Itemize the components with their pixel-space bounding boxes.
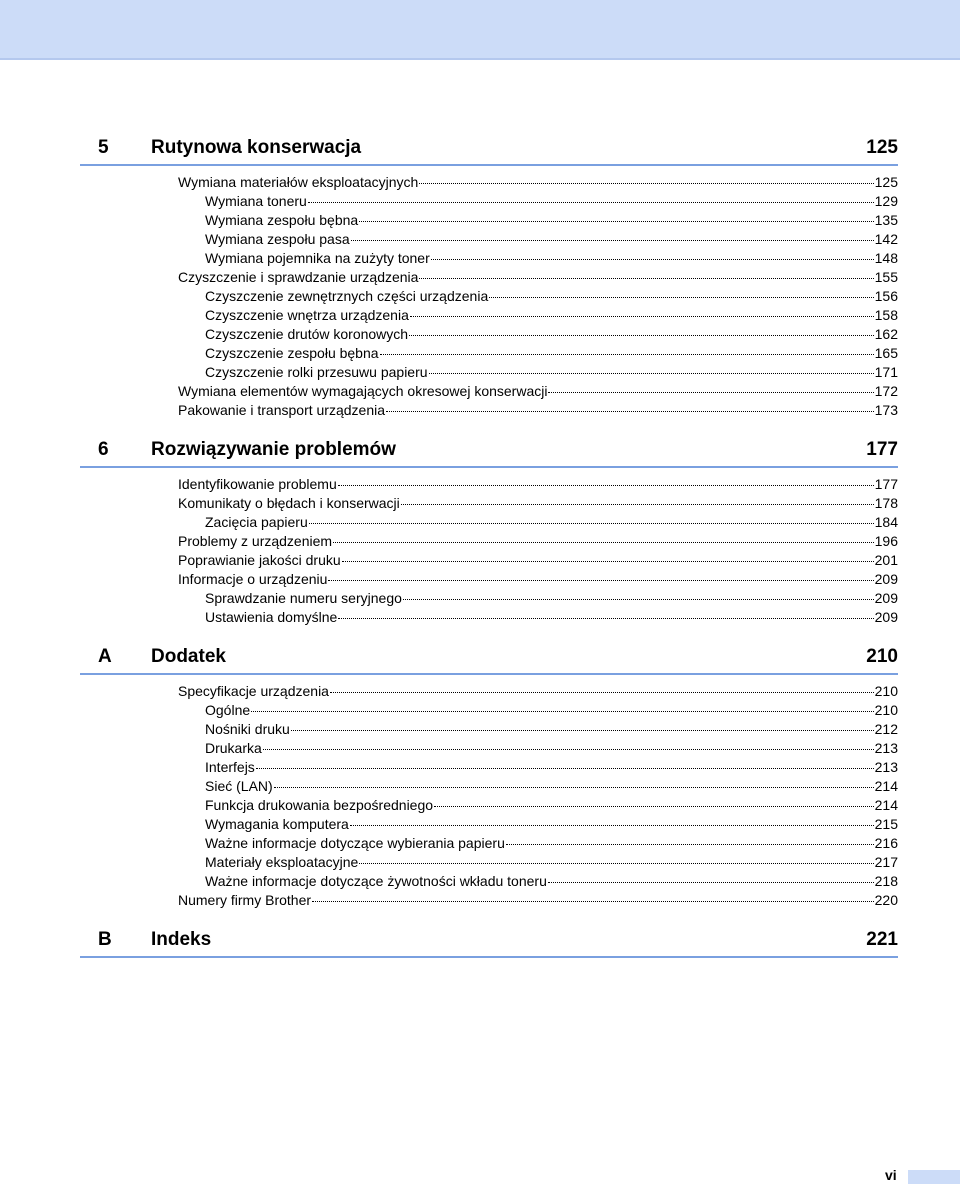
toc-entry[interactable] <box>80 269 898 288</box>
toc-entry-list <box>80 166 898 421</box>
toc-entry-label: Drukarka <box>205 740 262 756</box>
toc-entry[interactable] <box>80 345 898 364</box>
toc-entry-label: Wymagania komputera <box>205 816 349 832</box>
dot-leader <box>548 392 873 393</box>
toc-entry-label: Czyszczenie i sprawdzanie urządzenia <box>178 269 419 285</box>
dot-leader <box>489 297 873 298</box>
toc-entry[interactable] <box>80 402 898 421</box>
toc-entry-page: 209 <box>874 571 898 587</box>
dot-leader <box>308 202 874 203</box>
dot-leader <box>410 316 874 317</box>
toc-entry[interactable] <box>80 212 898 231</box>
toc-chapter <box>80 434 898 628</box>
toc-entry-label: Czyszczenie zewnętrznych części urządzenia <box>205 288 489 304</box>
dot-leader <box>359 221 873 222</box>
toc-entry-label: Informacje o urządzeniu <box>178 571 328 587</box>
toc-entry[interactable] <box>80 702 898 721</box>
toc-entry-page: 155 <box>874 269 898 285</box>
toc-entry[interactable] <box>80 835 898 854</box>
toc-entry-page: 209 <box>874 609 898 625</box>
toc-entry[interactable] <box>80 174 898 193</box>
dot-leader <box>409 335 874 336</box>
dot-leader <box>291 730 874 731</box>
toc-entry[interactable] <box>80 797 898 816</box>
dot-leader <box>263 749 874 750</box>
chapter-number: 5 <box>98 137 109 158</box>
toc-entry-page: 220 <box>874 892 898 908</box>
chapter-title: Dodatek <box>151 646 226 667</box>
toc-entry-page: 125 <box>874 174 898 190</box>
dot-leader <box>401 504 874 505</box>
toc-entry[interactable] <box>80 231 898 250</box>
dot-leader <box>330 692 874 693</box>
toc-entry-label: Poprawianie jakości druku <box>178 552 341 568</box>
dot-leader <box>380 354 874 355</box>
toc-entry[interactable] <box>80 609 898 628</box>
dot-leader <box>256 768 874 769</box>
toc-entry-page: 171 <box>874 364 898 380</box>
chapter-number: B <box>98 929 112 950</box>
toc-entry-label: Pakowanie i transport urządzenia <box>178 402 386 418</box>
toc-entry-label: Wymiana elementów wymagających okresowej konserwacji <box>178 383 548 399</box>
toc-entry-page: 156 <box>874 288 898 304</box>
toc-entry[interactable] <box>80 571 898 590</box>
toc-entry[interactable] <box>80 778 898 797</box>
dot-leader <box>251 711 873 712</box>
toc-entry-page: 173 <box>874 402 898 418</box>
toc-entry-page: 215 <box>874 816 898 832</box>
toc-entry-label: Wymiana zespołu pasa <box>205 231 350 247</box>
toc-chapter <box>80 924 898 958</box>
toc-entry[interactable] <box>80 816 898 835</box>
dot-leader <box>350 825 874 826</box>
toc-entry-label: Czyszczenie drutów koronowych <box>205 326 409 342</box>
toc-entry-list <box>80 468 898 628</box>
toc-entry-page: 214 <box>874 797 898 813</box>
toc-entry-label: Interfejs <box>205 759 255 775</box>
toc-entry[interactable] <box>80 740 898 759</box>
toc-entry-page: 216 <box>874 835 898 851</box>
toc-entry-page: 210 <box>874 683 898 699</box>
toc-entry[interactable] <box>80 364 898 383</box>
dot-leader <box>274 787 874 788</box>
toc-entry[interactable] <box>80 533 898 552</box>
toc-entry[interactable] <box>80 495 898 514</box>
toc-entry[interactable] <box>80 759 898 778</box>
toc-entry-label: Ogólne <box>205 702 251 718</box>
table-of-contents <box>80 132 898 971</box>
toc-entry[interactable] <box>80 476 898 495</box>
dot-leader <box>338 485 874 486</box>
toc-entry[interactable] <box>80 307 898 326</box>
dot-leader <box>351 240 874 241</box>
toc-entry-label: Numery firmy Brother <box>178 892 312 908</box>
toc-entry-page: 165 <box>874 345 898 361</box>
toc-entry[interactable] <box>80 854 898 873</box>
toc-entry-label: Czyszczenie rolki przesuwu papieru <box>205 364 428 380</box>
toc-entry-page: 158 <box>874 307 898 323</box>
footer-band <box>908 1170 960 1184</box>
chapter-heading[interactable] <box>80 132 898 166</box>
page-number: vi <box>885 1167 897 1183</box>
toc-entry-page: 213 <box>874 740 898 756</box>
dot-leader <box>333 542 874 543</box>
toc-entry-page: 214 <box>874 778 898 794</box>
toc-entry-label: Czyszczenie zespołu bębna <box>205 345 379 361</box>
chapter-title: Rozwiązywanie problemów <box>151 439 396 460</box>
toc-entry-label: Ważne informacje dotyczące wybierania papieru <box>205 835 505 851</box>
dot-leader <box>342 561 874 562</box>
toc-entry-page: 196 <box>874 533 898 549</box>
dot-leader <box>419 278 873 279</box>
toc-entry[interactable] <box>80 721 898 740</box>
dot-leader <box>429 373 874 374</box>
toc-entry[interactable] <box>80 552 898 571</box>
toc-entry-page: 217 <box>874 854 898 870</box>
header-band <box>0 0 960 60</box>
chapter-title: Indeks <box>151 929 212 950</box>
toc-entry-label: Ważne informacje dotyczące żywotności wkładu toneru <box>205 873 547 889</box>
dot-leader <box>419 183 873 184</box>
toc-entry-page: 148 <box>874 250 898 266</box>
chapter-title: Rutynowa konserwacja <box>151 137 362 158</box>
dot-leader <box>309 523 874 524</box>
toc-entry[interactable] <box>80 250 898 269</box>
toc-entry-label: Sieć (LAN) <box>205 778 273 794</box>
chapter-number: A <box>98 646 112 667</box>
toc-entry-label: Problemy z urządzeniem <box>178 533 333 549</box>
toc-entry[interactable] <box>80 193 898 212</box>
toc-entry-list <box>80 675 898 911</box>
toc-entry-page: 162 <box>874 326 898 342</box>
toc-entry[interactable] <box>80 683 898 702</box>
toc-entry-page: 184 <box>874 514 898 530</box>
toc-entry-label: Ustawienia domyślne <box>205 609 338 625</box>
toc-entry-label: Sprawdzanie numeru seryjnego <box>205 590 402 606</box>
toc-entry-label: Nośniki druku <box>205 721 290 737</box>
chapter-page-number: 210 <box>866 646 898 667</box>
toc-entry-page: 135 <box>874 212 898 228</box>
toc-chapter <box>80 641 898 911</box>
dot-leader <box>328 580 873 581</box>
dot-leader <box>431 259 874 260</box>
toc-entry-page: 212 <box>874 721 898 737</box>
toc-chapter <box>80 132 898 421</box>
toc-entry-label: Wymiana pojemnika na zużyty toner <box>205 250 430 266</box>
toc-entry-page: 218 <box>874 873 898 889</box>
chapter-page-number: 177 <box>866 439 898 460</box>
dot-leader <box>403 599 874 600</box>
chapter-number: 6 <box>98 439 109 460</box>
chapter-heading[interactable] <box>80 924 898 958</box>
toc-entry-page: 172 <box>874 383 898 399</box>
toc-entry[interactable] <box>80 873 898 892</box>
toc-entry-page: 213 <box>874 759 898 775</box>
chapter-page-number: 221 <box>866 929 898 950</box>
dot-leader <box>434 806 874 807</box>
toc-entry-page: 178 <box>874 495 898 511</box>
chapter-page-number: 125 <box>866 137 898 158</box>
dot-leader <box>386 411 874 412</box>
toc-entry-label: Komunikaty o błędach i konserwacji <box>178 495 400 511</box>
toc-entry-page: 201 <box>874 552 898 568</box>
toc-entry[interactable] <box>80 288 898 307</box>
dot-leader <box>312 901 874 902</box>
toc-entry-label: Czyszczenie wnętrza urządzenia <box>205 307 409 323</box>
toc-entry-label: Zacięcia papieru <box>205 514 308 530</box>
toc-entry[interactable] <box>80 326 898 345</box>
toc-entry-page: 177 <box>874 476 898 492</box>
toc-entry[interactable] <box>80 514 898 533</box>
dot-leader <box>338 618 873 619</box>
dot-leader <box>359 863 873 864</box>
toc-entry-page: 129 <box>874 193 898 209</box>
toc-entry-label: Materiały eksploatacyjne <box>205 854 359 870</box>
toc-entry-page: 210 <box>874 702 898 718</box>
toc-entry-label: Funkcja drukowania bezpośredniego <box>205 797 434 813</box>
toc-entry-label: Wymiana materiałów eksploatacyjnych <box>178 174 419 190</box>
toc-entry-label: Wymiana zespołu bębna <box>205 212 359 228</box>
toc-entry[interactable] <box>80 383 898 402</box>
chapter-heading[interactable] <box>80 434 898 468</box>
toc-entry-label: Specyfikacje urządzenia <box>178 683 329 699</box>
dot-leader <box>506 844 874 845</box>
toc-entry-label: Identyfikowanie problemu <box>178 476 337 492</box>
toc-entry[interactable] <box>80 892 898 911</box>
toc-entry-page: 209 <box>874 590 898 606</box>
chapter-heading[interactable] <box>80 641 898 675</box>
toc-entry[interactable] <box>80 590 898 609</box>
dot-leader <box>548 882 874 883</box>
toc-entry-page: 142 <box>874 231 898 247</box>
toc-entry-label: Wymiana toneru <box>205 193 307 209</box>
